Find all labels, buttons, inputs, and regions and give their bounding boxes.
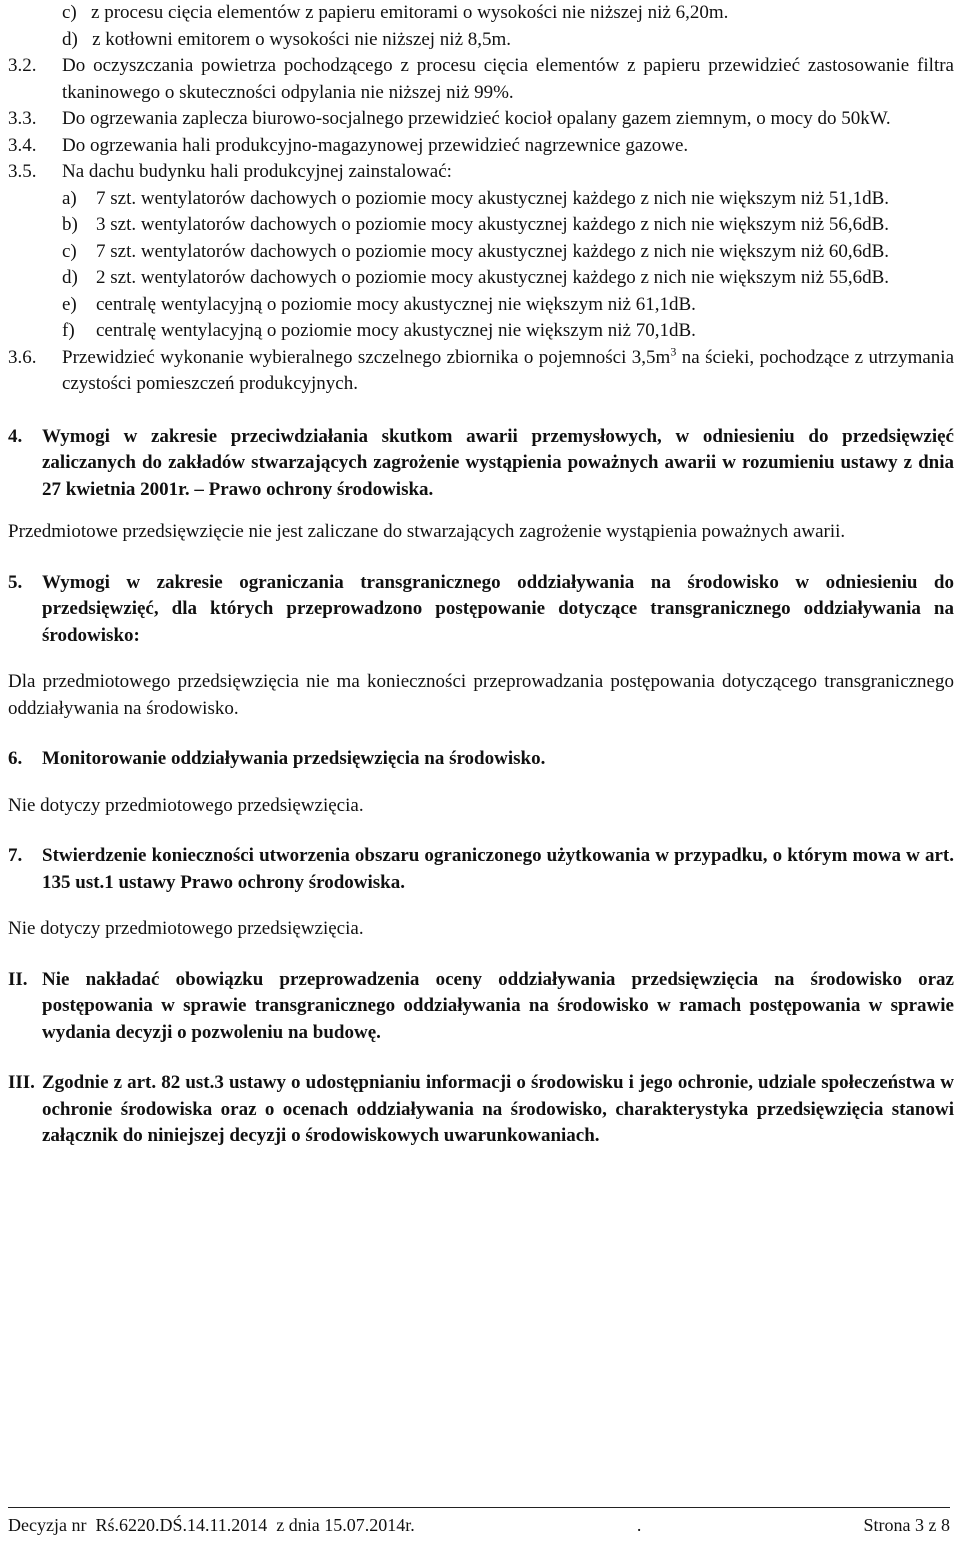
section-title: Stwierdzenie konieczności utworzenia obszaru ograniczonego użytkowania w przypadku, o którym mowa w art. 135 ust.1 ustawy Prawo ochrony środowiska. <box>42 845 954 893</box>
page-footer <box>8 1507 950 1539</box>
section-7-paragraph: Nie dotyczy przedmiotowego przedsięwzięcia. <box>8 918 364 939</box>
item-number: 3.2. <box>8 55 37 76</box>
fan-list <box>8 186 954 345</box>
section-6-paragraph: Nie dotyczy przedmiotowego przedsięwzięcia. <box>8 794 364 816</box>
list-label: a) <box>62 187 77 209</box>
footer-dot: . <box>636 1515 642 1535</box>
superscript: 3 <box>670 344 677 359</box>
list-item <box>62 318 954 345</box>
section-title: Zgodnie z art. 82 ust.3 ustawy o udostępnianiu informacji o środowisku i jego ochronie, udziale społeczeństwa w ochronie środowiska oraz o ocenach oddziaływania na środowisko, charakterystyka przedsięwzięcia stanowi załącznik do niniejszej decyzji o środowiskowych uwarunkowaniach. <box>42 1072 954 1146</box>
list-text: 3 szt. wentylatorów dachowych o poziomie mocy akustycznej każdego z nich nie większym niż 56,6dB. <box>96 214 890 235</box>
list-item-c <box>8 0 954 27</box>
section-5-heading <box>8 570 954 650</box>
section-title: Nie nakładać obowiązku przeprowadzenia oceny oddziaływania przedsięwzięcia na środowisko oraz postępowania w sprawie transgranicznego oddziaływania na środowisko w ramach postępowania w sprawie wydania decyzji o pozwoleniu na budowę. <box>42 968 954 1043</box>
section-title: Wymogi w zakresie ograniczania transgranicznego oddziaływania na środowisko w odniesieniu do przedsięwzięć, dla których przeprowadzono postępowanie dotyczące transgranicznego oddziaływania na środowisko: <box>42 571 954 646</box>
list-text: centralę wentylacyjną o poziomie mocy akustycznej nie większym niż 61,1dB. <box>96 293 696 315</box>
section-number: 6. <box>8 748 23 769</box>
list-item <box>62 265 954 292</box>
footer-page-number: Strona 3 z 8 <box>863 1515 950 1535</box>
item-number: 3.5. <box>8 161 37 182</box>
list-item-text: c) z procesu cięcia elementów z papieru emitorami o wysokości nie niższej niż 6,20m. <box>62 2 729 23</box>
item-3-2 <box>8 53 954 106</box>
item-text-part: Przewidzieć wykonanie wybieralnego szczelnego zbiornika o pojemności 3,5m <box>62 346 671 368</box>
section-number: 4. <box>8 425 23 447</box>
list-item <box>62 292 954 319</box>
section-title: Monitorowanie oddziaływania przedsięwzięcia na środowisko. <box>42 748 546 769</box>
section-4-heading <box>8 424 954 504</box>
list-label: b) <box>62 214 78 235</box>
list-label: e) <box>62 293 77 315</box>
item-3-3 <box>8 106 954 133</box>
list-item <box>62 186 954 213</box>
section-5-paragraph: Dla przedmiotowego przedsięwzięcia nie ma konieczności przeprowadzania postępowania dotyczącego transgranicznego oddziaływania na środowisko. <box>8 671 954 719</box>
footer-decision-ref: Decyzja nr Rś.6220.DŚ.14.11.2014 z dnia 15.07.2014r. <box>8 1515 415 1535</box>
list-item <box>62 239 954 266</box>
list-label: c) <box>62 240 77 262</box>
section-number: III. <box>8 1072 35 1093</box>
list-item <box>62 212 954 239</box>
section-number: II. <box>8 968 28 990</box>
section-title: Wymogi w zakresie przeciwdziałania skutkom awarii przemysłowych, w odniesieniu do przedsięwzięć zaliczanych do zakładów stwarzających zagrożenie wystąpienia poważnych awarii w rozumieniu ustawy z dnia 27 kwietnia 2001r. – Prawo ochrony środowiska. <box>42 425 954 500</box>
list-label: f) <box>62 320 75 341</box>
list-text: 2 szt. wentylatorów dachowych o poziomie mocy akustycznej każdego z nich nie większym niż 55,6dB. <box>96 267 890 288</box>
item-text: Do oczyszczania powietrza pochodzącego z procesu cięcia elementów z papieru przewidzieć zastosowanie filtra tkaninowego o skuteczności odpylania nie niższej niż 99%. <box>62 55 954 103</box>
item-number: 3.3. <box>8 108 37 129</box>
section-II-heading <box>8 967 954 1047</box>
list-item-d <box>8 27 954 54</box>
section-4-paragraph: Przedmiotowe przedsięwzięcie nie jest zaliczane do stwarzających zagrożenie wystąpienia poważnych awarii. <box>8 521 846 542</box>
item-number: 3.4. <box>8 134 37 156</box>
section-7-heading <box>8 843 954 896</box>
list-item-text: d) z kotłowni emitorem o wysokości nie niższej niż 8,5m. <box>62 28 512 50</box>
item-text: Do ogrzewania zaplecza biurowo-socjalnego przewidzieć kocioł opalany gazem ziemnym, o mocy do 50kW. <box>62 108 891 129</box>
item-text-part: na ścieki, pochodzące z utrzymania czystości pomieszczeń produkcyjnych. <box>62 346 955 394</box>
list-text: centralę wentylacyjną o poziomie mocy akustycznej nie większym niż 70,1dB. <box>96 320 696 341</box>
item-3-6 <box>8 345 954 398</box>
list-text: 7 szt. wentylatorów dachowych o poziomie mocy akustycznej każdego z nich nie większym niż 51,1dB. <box>96 187 890 209</box>
item-3-5 <box>8 159 954 186</box>
item-number: 3.6. <box>8 346 37 368</box>
item-text: Na dachu budynku hali produkcyjnej zainstalować: <box>62 161 452 182</box>
section-III-heading <box>8 1070 954 1150</box>
item-text <box>62 345 954 398</box>
section-number: 5. <box>8 571 23 593</box>
document-page <box>8 0 954 1150</box>
list-label: d) <box>62 267 78 288</box>
section-6-heading <box>8 746 954 773</box>
list-text: 7 szt. wentylatorów dachowych o poziomie mocy akustycznej każdego z nich nie większym niż 60,6dB. <box>96 240 890 262</box>
item-text: Do ogrzewania hali produkcyjno-magazynowej przewidzieć nagrzewnice gazowe. <box>62 134 689 156</box>
item-3-4 <box>8 133 954 160</box>
section-number: 7. <box>8 845 23 866</box>
